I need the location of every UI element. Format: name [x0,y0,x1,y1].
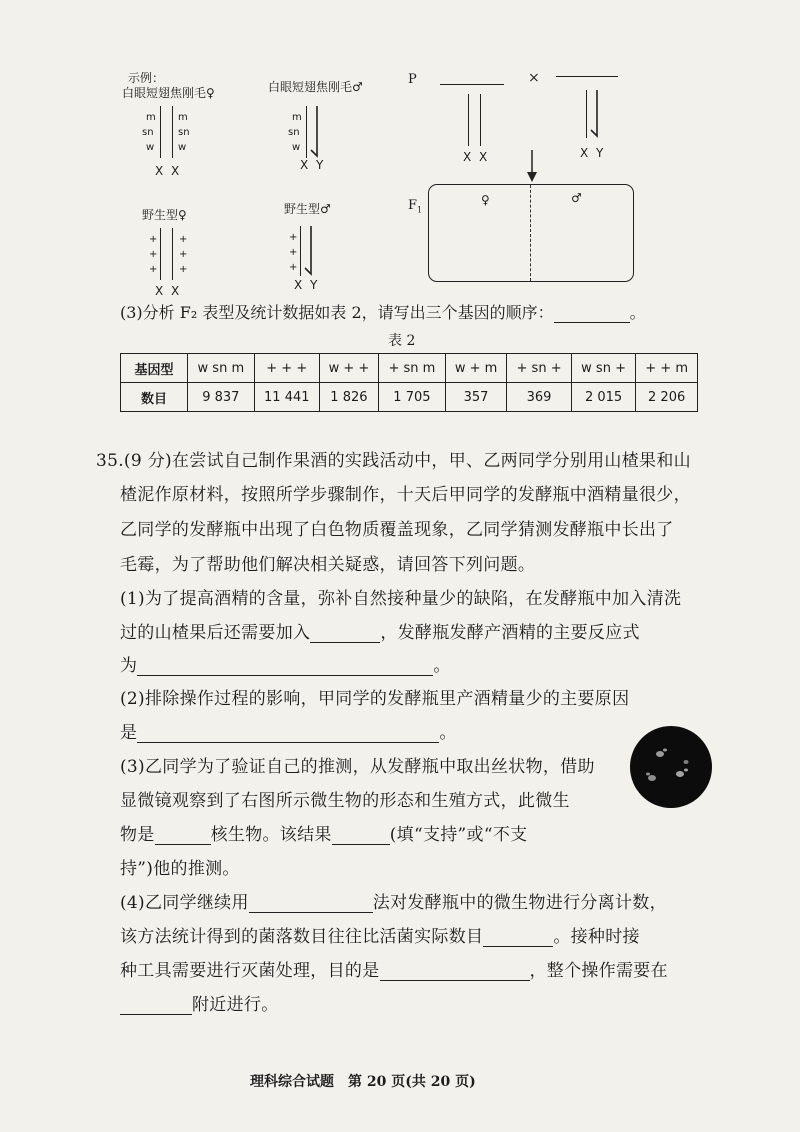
q35-part1-line2: 过的山楂果后还需要加入 ，发酵瓶发酵产酒精的主要反应式 [120,623,640,643]
table-row [121,383,698,412]
allele-m-right: m [178,112,188,123]
q35-part4-line2: 该方法统计得到的菌落数目往往比活菌实际数目 。接种时接 [120,927,640,947]
budding-yeast-cells [630,726,712,808]
q35-intro-line: 35.(9 分)在尝试自己制作果酒的实践活动中，甲、乙两同学分别用山楂果和山 [96,451,691,471]
f1-answer-box[interactable] [428,184,634,282]
genotype-cell: w + m [445,354,506,383]
table-row [121,354,698,383]
q35-intro-line: 乙同学的发酵瓶中出现了白色物质覆盖现象，乙同学猜测发酵瓶中长出了 [120,520,674,540]
genotype-cell: w + + [319,354,378,383]
flame-location-blank[interactable] [120,998,192,1015]
male-allele-m: m [292,112,302,123]
q35-part3-line4: 持”)他的推测。 [120,859,240,879]
y-chromosome-hook [303,224,317,278]
male-allele-sn: sn [288,127,300,138]
wild-mark: + [289,232,298,243]
wild-mark: + [149,249,158,260]
count-cell: 369 [507,383,572,412]
genotype-cell: w sn m [188,354,255,383]
genotype-cell: + sn + [507,354,572,383]
question-3-prompt: (3)分析 F₂ 表型及统计数据如表 2，请写出三个基因的顺序： 。 [120,303,646,322]
genotype-cell: + + + [254,354,319,383]
q35-part4-line3: 种工具需要进行灭菌处理，目的是 ，整个操作需要在 [120,961,668,981]
genotype-table [120,353,698,412]
q35-part1-line1: (1)为了提高酒精的含量，弥补自然接种量少的缺陷，在发酵瓶中加入清洗 [120,589,682,609]
allele-w-left: w [146,142,155,153]
q35-intro-line: 毛霉，为了帮助他们解决相关疑惑，请回答下列问题。 [120,555,536,575]
q35-part3-line2: 显微镜观察到了右图所示微生物的形态和生殖方式，此微生 [120,791,570,811]
method-blank[interactable] [249,896,373,913]
p-male-blank[interactable] [556,76,618,77]
support-blank[interactable] [332,828,390,845]
count-cell: 9 837 [188,383,255,412]
row-label-count: 数目 [121,383,188,412]
down-arrow-icon [524,150,540,184]
reaction-equation-blank[interactable] [137,659,433,676]
q35-part4-line1: (4)乙同学继续用 法对发酵瓶中的微生物进行分离计数， [120,893,667,913]
wild-female-title: 野生型♀ [142,208,187,222]
male-xy-label: X Y [300,158,326,172]
f1-label: $F_1$ [408,198,423,215]
female-xx-label: X X [155,164,182,178]
wild-mark: + [289,262,298,273]
q35-intro-line: 楂泥作原材料，按照所学步骤制作，十天后甲同学的发酵瓶中酒精量很少， [120,485,691,505]
count-cell: 357 [445,383,506,412]
row-label-genotype: 基因型 [121,354,188,383]
white-short-male-title: 白眼短翅焦刚毛♂ [268,80,363,94]
table-title: 表 2 [388,333,416,349]
wild-mark: + [179,249,188,260]
wild-mark: + [149,234,158,245]
p-male-xy: X Y [580,146,606,160]
white-short-female-title: 白眼短翅焦刚毛♀ [122,86,215,100]
main-reason-blank[interactable] [137,726,439,743]
count-cell: 1 705 [378,383,445,412]
female-symbol: ♀ [481,193,490,207]
q35-part2-line2: 是 。 [120,723,457,743]
example-label: 示例： [128,71,165,85]
q35-part4-line4: 附近进行。 [120,996,279,1015]
inoculant-blank[interactable] [310,626,380,643]
wild-male-xy-label: X Y [294,278,320,292]
p-female-blank[interactable] [440,84,504,85]
count-cell: 2 015 [571,383,635,412]
wild-female-xx-label: X X [155,284,182,298]
y-chromosome-hook [589,88,603,140]
male-symbol: ♂ [571,191,582,205]
genotype-cell: + sn m [378,354,445,383]
cell-type-blank[interactable] [155,828,211,845]
page-footer: 理科综合试题 第 20 页(共 20 页) [250,1074,476,1090]
allele-m-left: m [146,112,156,123]
wild-mark: + [179,264,188,275]
cross-symbol: × [528,70,540,86]
gene-order-blank[interactable] [554,306,630,323]
wild-male-title: 野生型♂ [284,202,331,216]
wild-mark: + [289,247,298,258]
q35-part3-line1: (3)乙同学为了验证自己的推测，从发酵瓶中取出丝状物，借助 [120,757,595,777]
y-chromosome-hook [309,104,323,160]
count-cell: 11 441 [254,383,319,412]
q35-part1-line3: 为 。 [120,656,451,676]
wild-mark: + [149,264,158,275]
microscope-image [630,726,712,808]
p-female-xx: X X [463,150,490,164]
wild-mark: + [179,234,188,245]
genotype-cell: + + m [636,354,698,383]
p-label: P [408,72,417,87]
sterilization-purpose-blank[interactable] [380,964,530,981]
genotype-cell: w sn + [571,354,635,383]
allele-sn-right: sn [178,127,190,138]
q35-part3-line3: 物是 核生物。该结果 (填“支持”或“不支 [120,825,528,845]
q35-part2-line1: (2)排除操作过程的影响，甲同学的发酵瓶里产酒精量少的主要原因 [120,689,630,709]
allele-sn-left: sn [142,127,154,138]
allele-w-right: w [178,142,187,153]
f1-divider [530,185,531,281]
male-allele-w: w [292,142,301,153]
colony-comparison-blank[interactable] [483,930,553,947]
count-cell: 2 206 [636,383,698,412]
count-cell: 1 826 [319,383,378,412]
